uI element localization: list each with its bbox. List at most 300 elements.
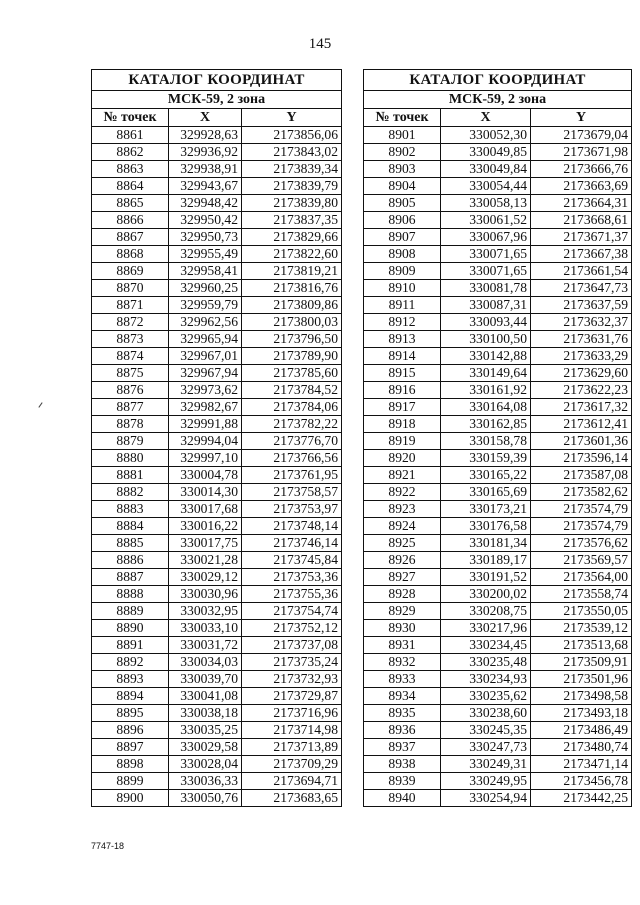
y-coordinate-cell: 2173550,05 [531,603,632,620]
y-coordinate-cell: 2173667,38 [531,246,632,263]
x-coordinate-cell: 330033,10 [169,620,242,637]
point-number-cell: 8906 [364,212,441,229]
y-coordinate-cell: 2173617,32 [531,399,632,416]
x-coordinate-cell: 330029,58 [169,739,242,756]
y-coordinate-cell: 2173486,49 [531,722,632,739]
point-number-cell: 8917 [364,399,441,416]
point-number-cell: 8910 [364,280,441,297]
point-number-cell: 8882 [92,484,169,501]
x-coordinate-cell: 330029,12 [169,569,242,586]
y-coordinate-cell: 2173668,61 [531,212,632,229]
table-row [364,161,632,178]
table-row [364,263,632,280]
y-coordinate-cell: 2173753,97 [242,501,342,518]
x-coordinate-cell: 330217,96 [441,620,531,637]
point-number-cell: 8928 [364,586,441,603]
y-coordinate-cell: 2173480,74 [531,739,632,756]
y-coordinate-cell: 2173664,31 [531,195,632,212]
table-row [364,654,632,671]
table-row [92,433,342,450]
point-number-cell: 8939 [364,773,441,790]
x-coordinate-cell: 330181,34 [441,535,531,552]
table-row [364,773,632,790]
table-row [92,756,342,773]
y-coordinate-cell: 2173633,29 [531,348,632,365]
x-coordinate-cell: 330238,60 [441,705,531,722]
point-number-cell: 8905 [364,195,441,212]
table-row [92,586,342,603]
y-coordinate-cell: 2173582,62 [531,484,632,501]
y-coordinate-cell: 2173576,62 [531,535,632,552]
table-row [92,569,342,586]
x-coordinate-cell: 330165,22 [441,467,531,484]
point-number-cell: 8897 [92,739,169,756]
table-row [92,382,342,399]
y-coordinate-cell: 2173498,58 [531,688,632,705]
table-row [364,467,632,484]
table-row [364,399,632,416]
y-coordinate-cell: 2173471,14 [531,756,632,773]
x-coordinate-cell: 330200,02 [441,586,531,603]
point-number-cell: 8894 [92,688,169,705]
point-number-cell: 8907 [364,229,441,246]
table-row [92,654,342,671]
point-number-cell: 8867 [92,229,169,246]
x-coordinate-cell: 330014,30 [169,484,242,501]
x-coordinate-cell: 330050,76 [169,790,242,807]
y-coordinate-cell: 2173574,79 [531,501,632,518]
point-number-cell: 8885 [92,535,169,552]
y-coordinate-cell: 2173822,60 [242,246,342,263]
y-coordinate-cell: 2173631,76 [531,331,632,348]
x-coordinate-cell: 330254,94 [441,790,531,807]
catalog-zone: МСК-59, 2 зона [364,91,632,109]
x-coordinate-cell: 329967,01 [169,348,242,365]
point-number-cell: 8880 [92,450,169,467]
table-row [92,365,342,382]
y-coordinate-cell: 2173679,04 [531,127,632,144]
table-row [92,246,342,263]
point-number-cell: 8936 [364,722,441,739]
table-row [364,671,632,688]
table-row [364,756,632,773]
y-coordinate-cell: 2173761,95 [242,467,342,484]
table-row [92,331,342,348]
point-number-cell: 8886 [92,552,169,569]
x-coordinate-cell: 330087,31 [441,297,531,314]
point-number-cell: 8911 [364,297,441,314]
x-coordinate-cell: 330071,65 [441,246,531,263]
point-number-cell: 8874 [92,348,169,365]
column-header-x: X [441,109,531,127]
x-coordinate-cell: 329936,92 [169,144,242,161]
table-row [92,484,342,501]
y-coordinate-cell: 2173796,50 [242,331,342,348]
table-row [92,127,342,144]
table-row [364,246,632,263]
table-row [92,518,342,535]
point-number-cell: 8883 [92,501,169,518]
y-coordinate-cell: 2173671,98 [531,144,632,161]
x-coordinate-cell: 330004,78 [169,467,242,484]
x-coordinate-cell: 329991,88 [169,416,242,433]
y-coordinate-cell: 2173737,08 [242,637,342,654]
x-coordinate-cell: 330191,52 [441,569,531,586]
table-row [92,297,342,314]
x-coordinate-cell: 330162,85 [441,416,531,433]
x-coordinate-cell: 330035,25 [169,722,242,739]
x-coordinate-cell: 330038,18 [169,705,242,722]
table-row [364,688,632,705]
y-coordinate-cell: 2173735,24 [242,654,342,671]
x-coordinate-cell: 329962,56 [169,314,242,331]
point-number-cell: 8931 [364,637,441,654]
x-coordinate-cell: 329965,94 [169,331,242,348]
table-row [92,348,342,365]
y-coordinate-cell: 2173782,22 [242,416,342,433]
y-coordinate-cell: 2173713,89 [242,739,342,756]
y-coordinate-cell: 2173493,18 [531,705,632,722]
y-coordinate-cell: 2173637,59 [531,297,632,314]
table-row [92,450,342,467]
table-row [92,314,342,331]
table-row [92,790,342,807]
point-number-cell: 8935 [364,705,441,722]
table-row [364,365,632,382]
point-number-cell: 8895 [92,705,169,722]
x-coordinate-cell: 329950,42 [169,212,242,229]
table-row [92,552,342,569]
y-coordinate-cell: 2173442,25 [531,790,632,807]
y-coordinate-cell: 2173632,37 [531,314,632,331]
x-coordinate-cell: 330165,69 [441,484,531,501]
x-coordinate-cell: 330067,96 [441,229,531,246]
point-number-cell: 8915 [364,365,441,382]
y-coordinate-cell: 2173683,65 [242,790,342,807]
point-number-cell: 8920 [364,450,441,467]
point-number-cell: 8891 [92,637,169,654]
y-coordinate-cell: 2173856,06 [242,127,342,144]
table-row [364,484,632,501]
table-body [92,127,342,807]
x-coordinate-cell: 330049,85 [441,144,531,161]
table-row [92,195,342,212]
x-coordinate-cell: 330030,96 [169,586,242,603]
x-coordinate-cell: 329928,63 [169,127,242,144]
x-coordinate-cell: 330142,88 [441,348,531,365]
point-number-cell: 8918 [364,416,441,433]
point-number-cell: 8868 [92,246,169,263]
point-number-cell: 8875 [92,365,169,382]
point-number-cell: 8934 [364,688,441,705]
y-coordinate-cell: 2173666,76 [531,161,632,178]
y-coordinate-cell: 2173647,73 [531,280,632,297]
point-number-cell: 8864 [92,178,169,195]
y-coordinate-cell: 2173758,57 [242,484,342,501]
x-coordinate-cell: 330234,45 [441,637,531,654]
x-coordinate-cell: 330158,78 [441,433,531,450]
table-row [364,178,632,195]
point-number-cell: 8940 [364,790,441,807]
point-number-cell: 8896 [92,722,169,739]
point-number-cell: 8889 [92,603,169,620]
y-coordinate-cell: 2173753,36 [242,569,342,586]
y-coordinate-cell: 2173629,60 [531,365,632,382]
point-number-cell: 8932 [364,654,441,671]
x-coordinate-cell: 329950,73 [169,229,242,246]
table-row [364,603,632,620]
page-number: 145 [308,36,332,52]
table-row [92,688,342,705]
table-row [364,586,632,603]
y-coordinate-cell: 2173601,36 [531,433,632,450]
x-coordinate-cell: 330164,08 [441,399,531,416]
y-coordinate-cell: 2173709,29 [242,756,342,773]
y-coordinate-cell: 2173569,57 [531,552,632,569]
point-number-cell: 8912 [364,314,441,331]
y-coordinate-cell: 2173574,79 [531,518,632,535]
table-row [364,280,632,297]
y-coordinate-cell: 2173587,08 [531,467,632,484]
x-coordinate-cell: 329938,91 [169,161,242,178]
table-row [92,603,342,620]
y-coordinate-cell: 2173622,23 [531,382,632,399]
y-coordinate-cell: 2173776,70 [242,433,342,450]
point-number-cell: 8898 [92,756,169,773]
point-number-cell: 8863 [92,161,169,178]
point-number-cell: 8884 [92,518,169,535]
y-coordinate-cell: 2173745,84 [242,552,342,569]
table-row [364,229,632,246]
x-coordinate-cell: 330161,92 [441,382,531,399]
y-coordinate-cell: 2173809,86 [242,297,342,314]
table-row [364,331,632,348]
x-coordinate-cell: 330028,04 [169,756,242,773]
x-coordinate-cell: 329973,62 [169,382,242,399]
table-row [92,416,342,433]
y-coordinate-cell: 2173746,14 [242,535,342,552]
point-number-cell: 8869 [92,263,169,280]
point-number-cell: 8879 [92,433,169,450]
y-coordinate-cell: 2173839,34 [242,161,342,178]
point-number-cell: 8893 [92,671,169,688]
x-coordinate-cell: 330159,39 [441,450,531,467]
y-coordinate-cell: 2173694,71 [242,773,342,790]
x-coordinate-cell: 330061,52 [441,212,531,229]
x-coordinate-cell: 330054,44 [441,178,531,195]
y-coordinate-cell: 2173596,14 [531,450,632,467]
point-number-cell: 8921 [364,467,441,484]
point-number-cell: 8908 [364,246,441,263]
y-coordinate-cell: 2173784,06 [242,399,342,416]
table-row [92,229,342,246]
x-coordinate-cell: 330173,21 [441,501,531,518]
point-number-cell: 8881 [92,467,169,484]
point-number-cell: 8877 [92,399,169,416]
x-coordinate-cell: 330017,68 [169,501,242,518]
y-coordinate-cell: 2173755,36 [242,586,342,603]
point-number-cell: 8870 [92,280,169,297]
point-number-cell: 8929 [364,603,441,620]
x-coordinate-cell: 330049,84 [441,161,531,178]
table-row [364,705,632,722]
table-row [364,127,632,144]
table-row [92,263,342,280]
x-coordinate-cell: 330058,13 [441,195,531,212]
table-row [364,450,632,467]
table-row [364,620,632,637]
point-number-cell: 8925 [364,535,441,552]
table-row [364,739,632,756]
table-body [364,127,632,807]
x-coordinate-cell: 330189,17 [441,552,531,569]
x-coordinate-cell: 330234,93 [441,671,531,688]
point-number-cell: 8876 [92,382,169,399]
x-coordinate-cell: 329943,67 [169,178,242,195]
x-coordinate-cell: 329958,41 [169,263,242,280]
table-row [364,722,632,739]
x-coordinate-cell: 330249,95 [441,773,531,790]
table-row [92,212,342,229]
x-coordinate-cell: 330034,03 [169,654,242,671]
point-number-cell: 8913 [364,331,441,348]
point-number-cell: 8937 [364,739,441,756]
table-row [364,382,632,399]
point-number-cell: 8887 [92,569,169,586]
x-coordinate-cell: 330235,62 [441,688,531,705]
y-coordinate-cell: 2173663,69 [531,178,632,195]
table-row [364,535,632,552]
catalog-zone: МСК-59, 2 зона [92,91,342,109]
point-number-cell: 8888 [92,586,169,603]
y-coordinate-cell: 2173843,02 [242,144,342,161]
y-coordinate-cell: 2173784,52 [242,382,342,399]
x-coordinate-cell: 329997,10 [169,450,242,467]
table-row [92,161,342,178]
table-row [364,433,632,450]
table-row [92,501,342,518]
point-number-cell: 8909 [364,263,441,280]
x-coordinate-cell: 330052,30 [441,127,531,144]
x-coordinate-cell: 330017,75 [169,535,242,552]
point-number-cell: 8903 [364,161,441,178]
x-coordinate-cell: 329967,94 [169,365,242,382]
point-number-cell: 8914 [364,348,441,365]
point-number-cell: 8901 [364,127,441,144]
x-coordinate-cell: 330100,50 [441,331,531,348]
point-number-cell: 8916 [364,382,441,399]
y-coordinate-cell: 2173661,54 [531,263,632,280]
table-row [92,705,342,722]
y-coordinate-cell: 2173564,00 [531,569,632,586]
y-coordinate-cell: 2173839,80 [242,195,342,212]
point-number-cell: 8922 [364,484,441,501]
x-coordinate-cell: 329948,42 [169,195,242,212]
point-number-cell: 8923 [364,501,441,518]
y-coordinate-cell: 2173839,79 [242,178,342,195]
y-coordinate-cell: 2173732,93 [242,671,342,688]
y-coordinate-cell: 2173752,12 [242,620,342,637]
table-row [92,773,342,790]
x-coordinate-cell: 330247,73 [441,739,531,756]
y-coordinate-cell: 2173501,96 [531,671,632,688]
x-coordinate-cell: 330032,95 [169,603,242,620]
point-number-cell: 8924 [364,518,441,535]
table-row [364,416,632,433]
x-coordinate-cell: 330036,33 [169,773,242,790]
y-coordinate-cell: 2173671,37 [531,229,632,246]
table-row [92,671,342,688]
x-coordinate-cell: 329959,79 [169,297,242,314]
point-number-cell: 8933 [364,671,441,688]
y-coordinate-cell: 2173766,56 [242,450,342,467]
column-header-y: Y [242,109,342,127]
x-coordinate-cell: 330016,22 [169,518,242,535]
y-coordinate-cell: 2173716,96 [242,705,342,722]
column-header-y: Y [531,109,632,127]
y-coordinate-cell: 2173539,12 [531,620,632,637]
table-row [92,739,342,756]
x-coordinate-cell: 330021,28 [169,552,242,569]
y-coordinate-cell: 2173829,66 [242,229,342,246]
table-row [364,518,632,535]
point-number-cell: 8871 [92,297,169,314]
x-coordinate-cell: 330093,44 [441,314,531,331]
table-row [92,399,342,416]
column-header-point-number: № точек [92,109,169,127]
table-row [92,178,342,195]
y-coordinate-cell: 2173837,35 [242,212,342,229]
x-coordinate-cell: 330031,72 [169,637,242,654]
table-row [364,569,632,586]
table-row [92,722,342,739]
table-row [92,144,342,161]
table-row [92,637,342,654]
table-row [364,195,632,212]
y-coordinate-cell: 2173816,76 [242,280,342,297]
document-code: 7747-18 [91,841,125,851]
table-row [92,467,342,484]
point-number-cell: 8902 [364,144,441,161]
x-coordinate-cell: 330081,78 [441,280,531,297]
column-header-x: X [169,109,242,127]
table-row [92,620,342,637]
table-row [364,297,632,314]
catalog-title: КАТАЛОГ КООРДИНАТ [364,70,632,91]
x-coordinate-cell: 330149,64 [441,365,531,382]
point-number-cell: 8930 [364,620,441,637]
point-number-cell: 8938 [364,756,441,773]
table-row [92,535,342,552]
point-number-cell: 8900 [92,790,169,807]
y-coordinate-cell: 2173612,41 [531,416,632,433]
point-number-cell: 8899 [92,773,169,790]
table-row [364,314,632,331]
point-number-cell: 8927 [364,569,441,586]
table-row [92,280,342,297]
y-coordinate-cell: 2173558,74 [531,586,632,603]
point-number-cell: 8904 [364,178,441,195]
catalog-title: КАТАЛОГ КООРДИНАТ [92,70,342,91]
stray-mark [38,402,42,407]
coordinate-catalog-table-left [91,69,342,807]
x-coordinate-cell: 330208,75 [441,603,531,620]
x-coordinate-cell: 330039,70 [169,671,242,688]
table-row [364,501,632,518]
y-coordinate-cell: 2173729,87 [242,688,342,705]
point-number-cell: 8862 [92,144,169,161]
y-coordinate-cell: 2173513,68 [531,637,632,654]
